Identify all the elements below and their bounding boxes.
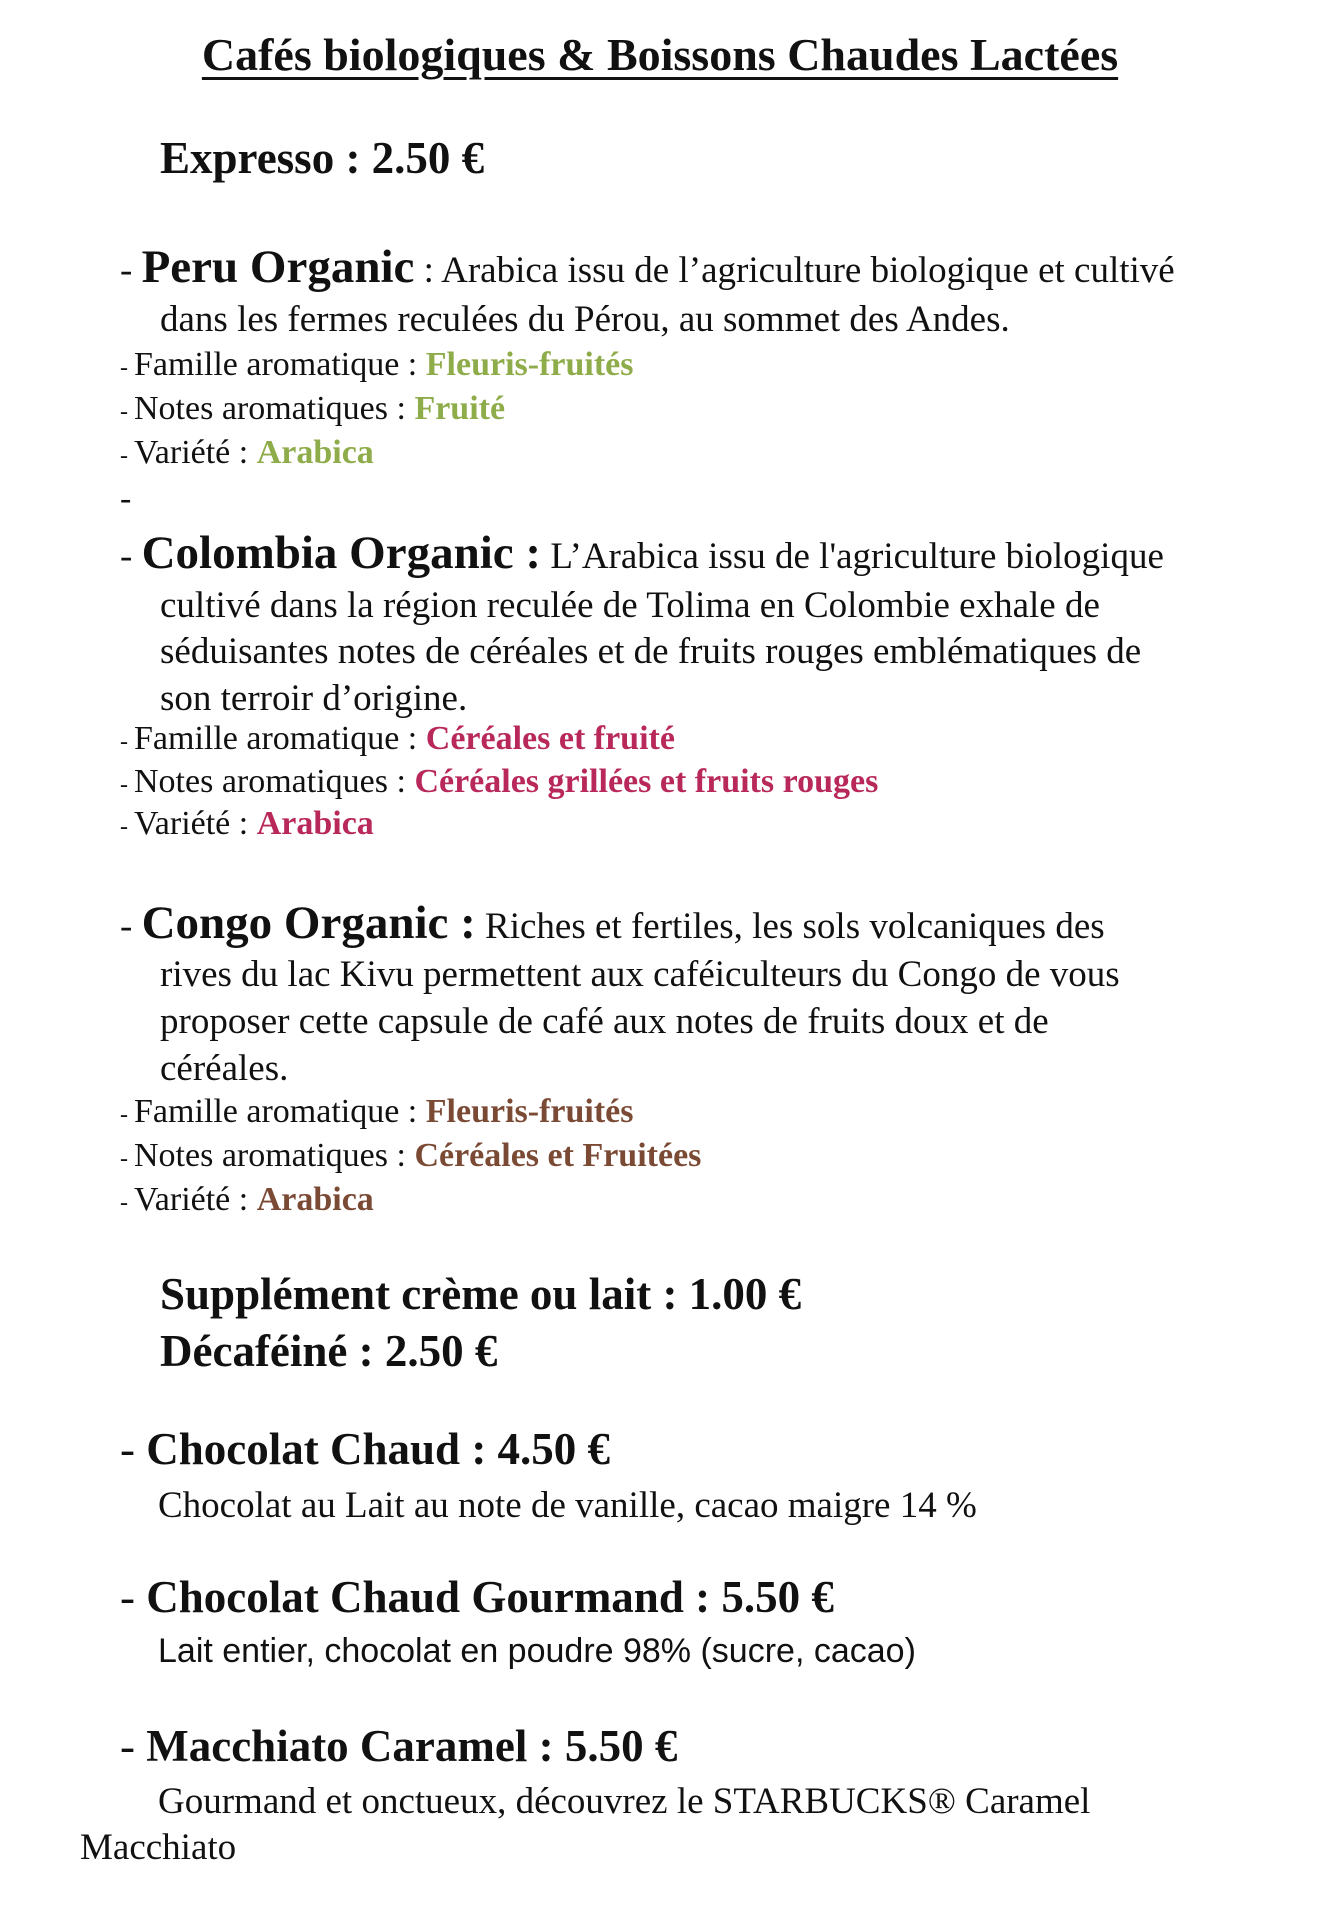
product-name: Colombia Organic : (141, 527, 542, 579)
product-name: Peru Organic (141, 241, 415, 293)
product-description: L’Arabica issu de l'agriculture biologique (550, 536, 1164, 577)
decafeine-price: Décaféiné : 2.50 € (160, 1326, 498, 1376)
macchiato-caramel-description: Gourmand et onctueux, découvrez le STARBUCKS® Caramel (158, 1781, 1091, 1822)
peru-famille-aromatique: - Famille aromatique : Fleuris-fruités (120, 346, 634, 383)
macchiato-caramel-description-cont: Macchiato (80, 1827, 237, 1868)
peru-notes-aromatiques: - Notes aromatiques : Fruité (120, 390, 506, 427)
product-description: Arabica issu de l’agriculture biologique et cultivé (441, 250, 1175, 291)
product-description: Riches et fertiles, les sols volcaniques des (485, 906, 1105, 947)
chocolat-chaud-description: Chocolat au Lait au note de vanille, cacao maigre 14 % (158, 1485, 977, 1526)
product-name: Congo Organic : (141, 897, 476, 949)
peru-organic-heading: - Peru Organic : Arabica issu de l’agriculture biologique et cultivé (120, 241, 1175, 293)
congo-description-line: rives du lac Kivu permettent aux caféiculteurs du Congo de vous (160, 954, 1120, 995)
supplement-price: Supplément crème ou lait : 1.00 € (160, 1269, 802, 1319)
congo-description-line: proposer cette capsule de café aux notes de fruits doux et de (160, 1001, 1049, 1042)
expresso-price: Expresso : 2.50 € (160, 133, 485, 183)
peru-description-line: dans les fermes reculées du Pérou, au sommet des Andes. (160, 299, 1010, 340)
colombia-description-line: séduisantes notes de céréales et de fruits rouges emblématiques de (160, 631, 1142, 672)
macchiato-caramel-heading: - Macchiato Caramel : 5.50 € (120, 1721, 678, 1771)
lone-dash: - (120, 480, 132, 517)
congo-notes-aromatiques: - Notes aromatiques : Céréales et Fruitées (120, 1137, 702, 1174)
colombia-description-line: cultivé dans la région reculée de Tolima en Colombie exhale de (160, 585, 1100, 626)
colombia-notes-aromatiques: - Notes aromatiques : Céréales grillées et fruits rouges (120, 763, 879, 800)
page-title: Cafés biologiques & Boissons Chaudes Lactées (201, 29, 1119, 80)
congo-description-line: céréales. (160, 1048, 289, 1089)
colombia-description-line: son terroir d’origine. (160, 678, 468, 719)
congo-famille-aromatique: - Famille aromatique : Fleuris-fruités (120, 1093, 634, 1130)
colombia-variete: - Variété : Arabica (120, 805, 374, 842)
colombia-organic-heading: - Colombia Organic : L’Arabica issu de l'agriculture biologique (120, 527, 1164, 579)
chocolat-gourmand-description: Lait entier, chocolat en poudre 98% (sucre, cacao) (158, 1632, 916, 1670)
colombia-famille-aromatique: - Famille aromatique : Céréales et fruité (120, 720, 675, 757)
chocolat-gourmand-heading: - Chocolat Chaud Gourmand : 5.50 € (120, 1572, 834, 1622)
congo-variete: - Variété : Arabica (120, 1181, 374, 1218)
congo-organic-heading: - Congo Organic : Riches et fertiles, les sols volcaniques des (120, 897, 1105, 949)
chocolat-chaud-heading: - Chocolat Chaud : 4.50 € (120, 1424, 611, 1474)
peru-variete: - Variété : Arabica (120, 434, 374, 471)
